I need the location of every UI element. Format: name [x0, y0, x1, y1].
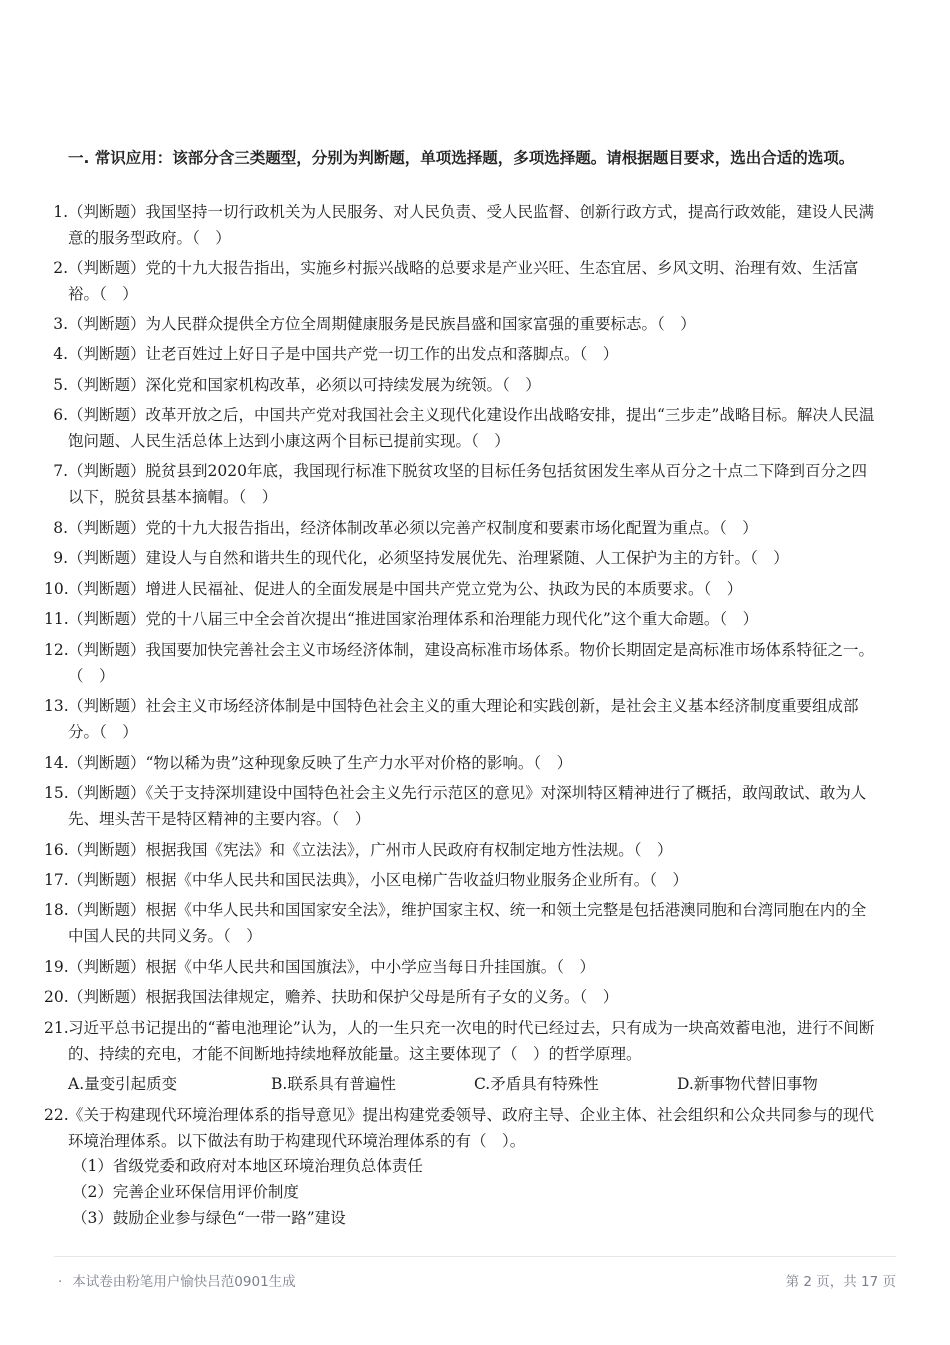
question-number: 1. [53, 203, 68, 221]
question-number: 5. [53, 376, 68, 394]
question-text: （判断题）增进人民福祉、促进人的全面发展是中国共产党立党为公、执政为民的本质要求。（ ） [68, 580, 743, 598]
question-number: 2. [53, 259, 68, 277]
question-text: （判断题）我国要加快完善社会主义市场经济体制，建设高标准市场体系。物价长期固定是高标准市场体系特征之一。（ ） [68, 641, 875, 685]
question-item [44, 255, 876, 307]
question-number: 17. [44, 871, 69, 889]
question-number: 3. [53, 315, 68, 333]
option-b[interactable]: B.联系具有普遍性 [271, 1075, 396, 1093]
question-item [44, 545, 876, 571]
question-text: （判断题）党的十八届三中全会首次提出“推进国家治理体系和治理能力现代化”这个重大命题。（ ） [68, 610, 759, 628]
question-item [44, 341, 876, 367]
question-number: 8. [53, 519, 68, 537]
question-text: （判断题）脱贫县到2020年底，我国现行标准下脱贫攻坚的目标任务包括贫困发生率从百分之十点二下降到百分之四以下，脱贫县基本摘帽。（ ） [68, 462, 867, 506]
question-item [44, 897, 876, 949]
question-item [44, 576, 876, 602]
question-number: 6. [53, 406, 68, 424]
question-number: 16. [44, 841, 69, 859]
question-text: （判断题）让老百姓过上好日子是中国共产党一切工作的出发点和落脚点。（ ） [68, 345, 619, 363]
question-item [44, 837, 876, 863]
question-text: （判断题）根据《中华人民共和国国家安全法》，维护国家主权、统一和领土完整是包括港澳同胞和台湾同胞在内的全中国人民的共同义务。（ ） [68, 901, 867, 945]
question-item [44, 637, 876, 689]
question-item [44, 458, 876, 510]
question-item [44, 311, 876, 337]
option-c[interactable]: C.矛盾具有特殊性 [474, 1075, 599, 1093]
question-text: （判断题）“物以稀为贵”这种现象反映了生产力水平对价格的影响。（ ） [68, 754, 573, 772]
question-number: 13. [44, 697, 69, 715]
question-number: 22. [44, 1106, 69, 1124]
question-item [44, 199, 876, 251]
question-number: 7. [53, 462, 68, 480]
question-number: 11. [44, 610, 69, 628]
question-number: 20. [44, 988, 69, 1006]
question-text: （判断题）根据《中华人民共和国国旗法》，中小学应当每日升挂国旗。（ ） [68, 958, 596, 976]
option-a[interactable]: A.量变引起质变 [68, 1075, 178, 1093]
question-number: 19. [44, 958, 69, 976]
question-item [44, 750, 876, 776]
question-text: （判断题）党的十九大报告指出，经济体制改革必须以完善产权制度和要素市场化配置为重点。（ ） [68, 519, 758, 537]
question-number: 21. [44, 1019, 69, 1037]
question-text: （判断题）改革开放之后，中国共产党对我国社会主义现代化建设作出战略安排，提出“三步走”战略目标。解决人民温饱问题、人民生活总体上达到小康这两个目标已提前实现。（ ） [68, 406, 875, 450]
question-item [44, 693, 876, 745]
question-text: （判断题）社会主义市场经济体制是中国特色社会主义的重大理论和实践创新，是社会主义基本经济制度重要组成部分。（ ） [68, 697, 859, 741]
question-number: 4. [53, 345, 68, 363]
question-text: 《关于构建现代环境治理体系的指导意见》提出构建党委领导、政府主导、企业主体、社会组织和公众共同参与的现代环境治理体系。以下做法有助于构建现代环境治理体系的有（ ）。 [68, 1106, 875, 1150]
question-text: （判断题）为人民群众提供全方位全周期健康服务是民族昌盛和国家富强的重要标志。（ ） [68, 315, 696, 333]
q22-item: （1）省级党委和政府对本地区环境治理负总体责任 [72, 1157, 423, 1175]
question-number: 12. [44, 641, 69, 659]
question-item [44, 954, 876, 980]
question-item [44, 372, 876, 398]
question-item [44, 780, 876, 832]
question-text: （判断题）我国坚持一切行政机关为人民服务、对人民负责、受人民监督、创新行政方式，提高行政效能，建设人民满意的服务型政府。（ ） [68, 203, 875, 247]
question-text: （判断题）深化党和国家机构改革，必须以可持续发展为统领。（ ） [68, 376, 541, 394]
question-item [44, 1102, 876, 1154]
question-item [44, 1015, 876, 1067]
question-item [44, 867, 876, 893]
question-number: 9. [53, 549, 68, 567]
question-item [44, 515, 876, 541]
question-number: 18. [44, 901, 69, 919]
footer-left-text: 本试卷由粉笔用户愉快吕范0901生成 [72, 1274, 296, 1290]
question-number: 10. [44, 580, 69, 598]
bullet-icon: · [58, 1274, 63, 1290]
q22-item: （3）鼓励企业参与绿色“一带一路”建设 [72, 1209, 346, 1227]
question-text: （判断题）建设人与自然和谐共生的现代化，必须坚持发展优先、治理紧随、人工保护为主的方针。（ ） [68, 549, 789, 567]
footer-divider [54, 1256, 896, 1257]
question-text: 习近平总书记提出的“蓄电池理论”认为，人的一生只充一次电的时代已经过去，只有成为一块高效蓄电池，进行不间断的、持续的充电，才能不间断地持续地释放能量。这主要体现了（ ）的哲学原理。 [68, 1019, 875, 1063]
section-title: 一. 常识应用：该部分含三类题型，分别为判断题，单项选择题，多项选择题。请根据题目要求，选出合适的选项。 [68, 149, 855, 167]
question-item [44, 606, 876, 632]
question-text: （判断题）根据我国《宪法》和《立法法》，广州市人民政府有权制定地方性法规。（ ） [68, 841, 673, 859]
footer-generator-note [58, 1270, 296, 1290]
question-text: （判断题）根据我国法律规定，赡养、扶助和保护父母是所有子女的义务。（ ） [68, 988, 619, 1006]
question-number: 14. [44, 754, 69, 772]
question-text: （判断题）党的十九大报告指出，实施乡村振兴战略的总要求是产业兴旺、生态宜居、乡风文明、治理有效、生活富裕。（ ） [68, 259, 859, 303]
page-indicator: 第 2 页，共 17 页 [785, 1274, 896, 1290]
q22-item: （2）完善企业环保信用评价制度 [72, 1183, 299, 1201]
option-d[interactable]: D.新事物代替旧事物 [677, 1075, 818, 1093]
question-text: （判断题）《关于支持深圳建设中国特色社会主义先行示范区的意见》对深圳特区精神进行了概括，敢闯敢试、敢为人先、埋头苦干是特区精神的主要内容。（ ） [68, 784, 867, 828]
question-item [44, 984, 876, 1010]
question-item [44, 402, 876, 454]
question-text: （判断题）根据《中华人民共和国民法典》，小区电梯广告收益归物业服务企业所有。（ ） [68, 871, 689, 889]
question-number: 15. [44, 784, 69, 802]
